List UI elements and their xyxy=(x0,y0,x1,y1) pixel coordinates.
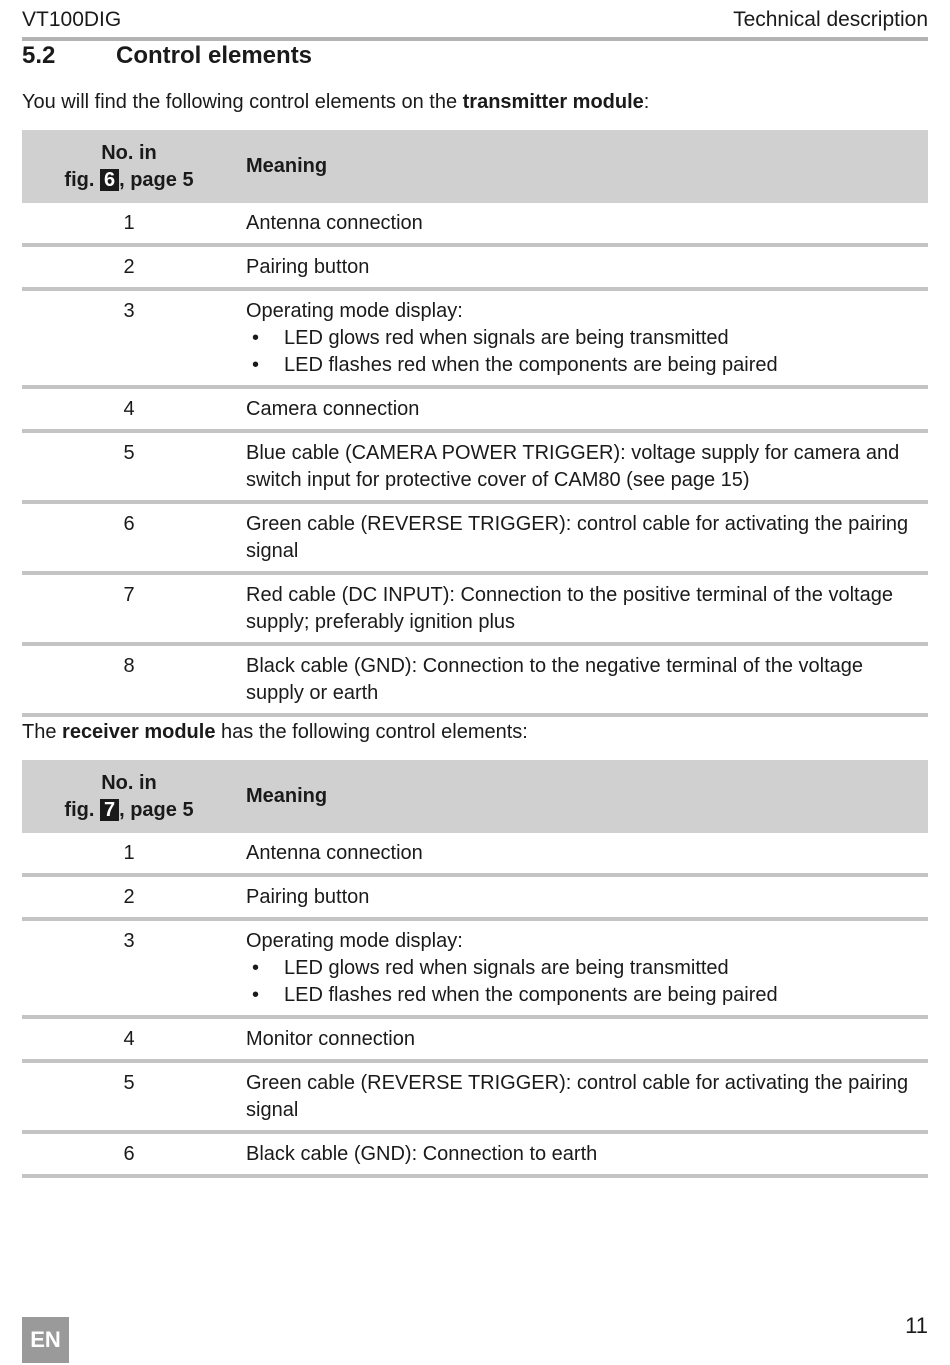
row-meaning: Pairing button xyxy=(246,886,370,908)
table-header-row xyxy=(22,760,928,833)
bullet-item: • LED glows red when signals are being transmitted xyxy=(246,955,924,982)
section-title xyxy=(22,42,312,70)
intro-text: The xyxy=(22,721,63,743)
row-meaning-cell xyxy=(236,573,928,644)
row-meaning-cell xyxy=(236,203,928,245)
row-meaning-cell xyxy=(236,289,928,387)
row-meaning: Green cable (REVERSE TRIGGER): control cable for activating the pairing signal xyxy=(246,513,909,562)
row-number: 5 xyxy=(22,1061,236,1132)
table-row xyxy=(22,289,928,387)
header-fig: fig. xyxy=(64,798,95,821)
table-row xyxy=(22,245,928,289)
table-row xyxy=(22,1132,928,1176)
receiver-table-body xyxy=(22,833,928,1176)
header-page: , page 5 xyxy=(119,168,194,191)
header-product: VT100DIG xyxy=(22,8,122,31)
row-number: 2 xyxy=(22,245,236,289)
row-number: 7 xyxy=(22,573,236,644)
row-meaning: Red cable (DC INPUT): Connection to the positive terminal of the voltage supply; preferably ignition plus xyxy=(246,584,893,633)
table-row xyxy=(22,431,928,502)
row-meaning-cell xyxy=(236,245,928,289)
table-row xyxy=(22,833,928,875)
row-meaning-cell xyxy=(236,919,928,1017)
column-header-meaning: Meaning xyxy=(236,130,928,203)
language-badge: EN xyxy=(22,1317,69,1363)
table-row xyxy=(22,573,928,644)
row-meaning: Black cable (GND): Connection to the negative terminal of the voltage supply or earth xyxy=(246,655,863,704)
column-header-number xyxy=(22,760,236,833)
row-number: 4 xyxy=(22,1017,236,1061)
bullet-list xyxy=(246,325,924,379)
table-row xyxy=(22,875,928,919)
header-chapter: Technical description xyxy=(733,8,928,31)
row-meaning: Black cable (GND): Connection to earth xyxy=(246,1143,598,1165)
page-header xyxy=(22,6,928,36)
table-row xyxy=(22,203,928,245)
table-row xyxy=(22,1017,928,1061)
row-meaning-cell xyxy=(236,502,928,573)
row-meaning-cell xyxy=(236,1017,928,1061)
header-rule xyxy=(22,37,928,41)
header-no-in: No. in xyxy=(101,771,157,794)
bullet-item: • LED flashes red when the components are being paired xyxy=(246,982,924,1009)
row-number: 8 xyxy=(22,644,236,715)
intro-text-end: has the following control elements: xyxy=(215,721,528,743)
row-number: 1 xyxy=(22,833,236,875)
row-number: 3 xyxy=(22,289,236,387)
page-number: 11 xyxy=(905,1313,928,1338)
row-meaning-cell xyxy=(236,1061,928,1132)
row-meaning: Operating mode display: xyxy=(246,300,463,322)
table-row xyxy=(22,644,928,715)
row-number: 6 xyxy=(22,1132,236,1176)
receiver-intro xyxy=(22,721,528,744)
row-meaning: Antenna connection xyxy=(246,842,423,864)
header-no-in: No. in xyxy=(101,141,157,164)
receiver-table xyxy=(22,760,928,1178)
table-row xyxy=(22,919,928,1017)
row-number: 3 xyxy=(22,919,236,1017)
row-meaning: Antenna connection xyxy=(246,212,423,234)
row-meaning: Operating mode display: xyxy=(246,930,463,952)
row-number: 4 xyxy=(22,387,236,431)
table-row xyxy=(22,1061,928,1132)
table-header-row xyxy=(22,130,928,203)
bullet-item: • LED flashes red when the components are being paired xyxy=(246,352,924,379)
section-heading: Control elements xyxy=(116,42,313,69)
row-number: 1 xyxy=(22,203,236,245)
transmitter-intro xyxy=(22,91,649,114)
row-meaning-cell xyxy=(236,387,928,431)
row-meaning-cell xyxy=(236,644,928,715)
table-row xyxy=(22,502,928,573)
row-number: 5 xyxy=(22,431,236,502)
transmitter-table-body xyxy=(22,203,928,715)
figure-number-badge: 6 xyxy=(100,169,119,191)
row-meaning: Camera connection xyxy=(246,398,420,420)
row-meaning: Green cable (REVERSE TRIGGER): control cable for activating the pairing signal xyxy=(246,1072,909,1121)
intro-text-end: : xyxy=(643,91,650,113)
row-number: 2 xyxy=(22,875,236,919)
column-header-meaning: Meaning xyxy=(236,760,928,833)
bullet-item: • LED glows red when signals are being transmitted xyxy=(246,325,924,352)
intro-bold: receiver module xyxy=(62,721,216,743)
row-meaning: Monitor connection xyxy=(246,1028,415,1050)
row-meaning: Pairing button xyxy=(246,256,370,278)
row-meaning-cell xyxy=(236,1132,928,1176)
row-meaning-cell xyxy=(236,875,928,919)
column-header-number xyxy=(22,130,236,203)
transmitter-table xyxy=(22,130,928,717)
section-number: 5.2 xyxy=(22,42,56,69)
intro-text: You will find the following control elements on the xyxy=(22,91,463,113)
row-meaning-cell xyxy=(236,833,928,875)
figure-number-badge: 7 xyxy=(100,799,119,821)
header-fig: fig. xyxy=(64,168,95,191)
row-number: 6 xyxy=(22,502,236,573)
row-meaning-cell xyxy=(236,431,928,502)
header-page: , page 5 xyxy=(119,798,194,821)
intro-bold: transmitter module xyxy=(462,91,644,113)
bullet-list xyxy=(246,955,924,1009)
row-meaning: Blue cable (CAMERA POWER TRIGGER): voltage supply for camera and switch input for protective cover of CAM80 (see page 15) xyxy=(246,442,900,491)
table-row xyxy=(22,387,928,431)
